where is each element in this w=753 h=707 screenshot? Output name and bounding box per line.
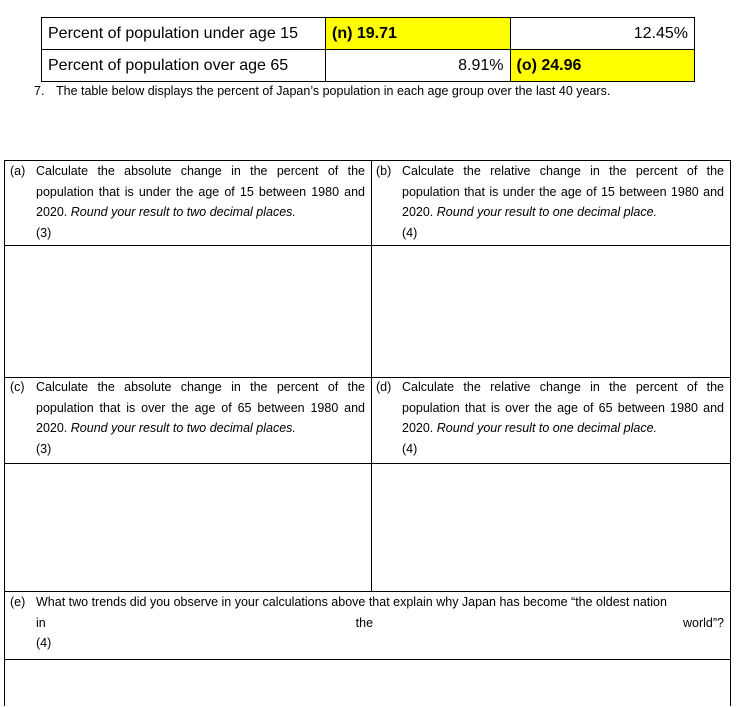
part-a-text: Calculate the absolute change in the percent of the population that is under the age of 15 between 1980 and 2020. (36, 164, 365, 219)
question-number: 7. (34, 84, 45, 98)
part-b-prompt (371, 161, 730, 243)
part-letter: (d) (376, 380, 392, 394)
part-letter: (b) (376, 164, 392, 178)
part-b-instruction: Round your result to one decimal place. (436, 205, 658, 219)
part-e-prompt (5, 592, 730, 654)
part-a-prompt (5, 161, 371, 243)
part-d-marks: (4) (402, 441, 418, 456)
question-intro (34, 84, 610, 98)
question-intro-text: The table below displays the percent of Japan’s population in each age group over the last 40 years. (56, 84, 611, 98)
part-d-instruction: Round your result to one decimal place. (436, 421, 658, 435)
value-cell: 12.45% (510, 18, 695, 50)
part-b-answer-area[interactable] (371, 246, 730, 377)
part-a-marks: (3) (36, 225, 52, 240)
row-label-over-65: Percent of population over age 65 (42, 50, 326, 82)
value-cell: 8.91% (326, 50, 511, 82)
part-c-instruction: Round your result to two decimal places. (70, 421, 296, 435)
part-letter: (a) (10, 164, 26, 178)
answer-n-cell: (n) 19.71 (326, 18, 511, 50)
part-b-marks: (4) (402, 225, 418, 240)
part-a-instruction: Round your result to two decimal places. (70, 205, 296, 219)
row-label-under-15: Percent of population under age 15 (42, 18, 326, 50)
population-data-table (41, 17, 695, 82)
table-row (42, 18, 695, 50)
part-c-text: Calculate the absolute change in the percent of the population that is over the age of 65 between 1980 and 2020. (36, 380, 365, 435)
part-e-answer-area[interactable] (5, 660, 730, 707)
part-e-marks: (4) (36, 636, 52, 650)
table-row (42, 50, 695, 82)
part-b-text: Calculate the relative change in the percent of the population that is under the age of 15 between 1980 and 2020. (402, 164, 724, 219)
part-d-answer-area[interactable] (371, 464, 730, 591)
part-d-text: Calculate the relative change in the percent of the population that is over the age of 65 between 1980 and 2020. (402, 380, 724, 435)
part-letter: (e) (10, 595, 26, 609)
part-letter: (c) (10, 380, 25, 394)
part-c-answer-area[interactable] (5, 464, 371, 591)
part-a-answer-area[interactable] (5, 246, 371, 377)
part-e-line2: in the world”? (36, 615, 724, 630)
answer-o-cell: (o) 24.96 (510, 50, 695, 82)
part-c-marks: (3) (36, 441, 52, 456)
part-c-prompt (5, 377, 371, 459)
part-e-line1: What two trends did you observe in your calculations above that explain why Japan has become “the oldest nation (36, 595, 667, 609)
question-grid (4, 160, 731, 706)
part-d-prompt (371, 377, 730, 459)
